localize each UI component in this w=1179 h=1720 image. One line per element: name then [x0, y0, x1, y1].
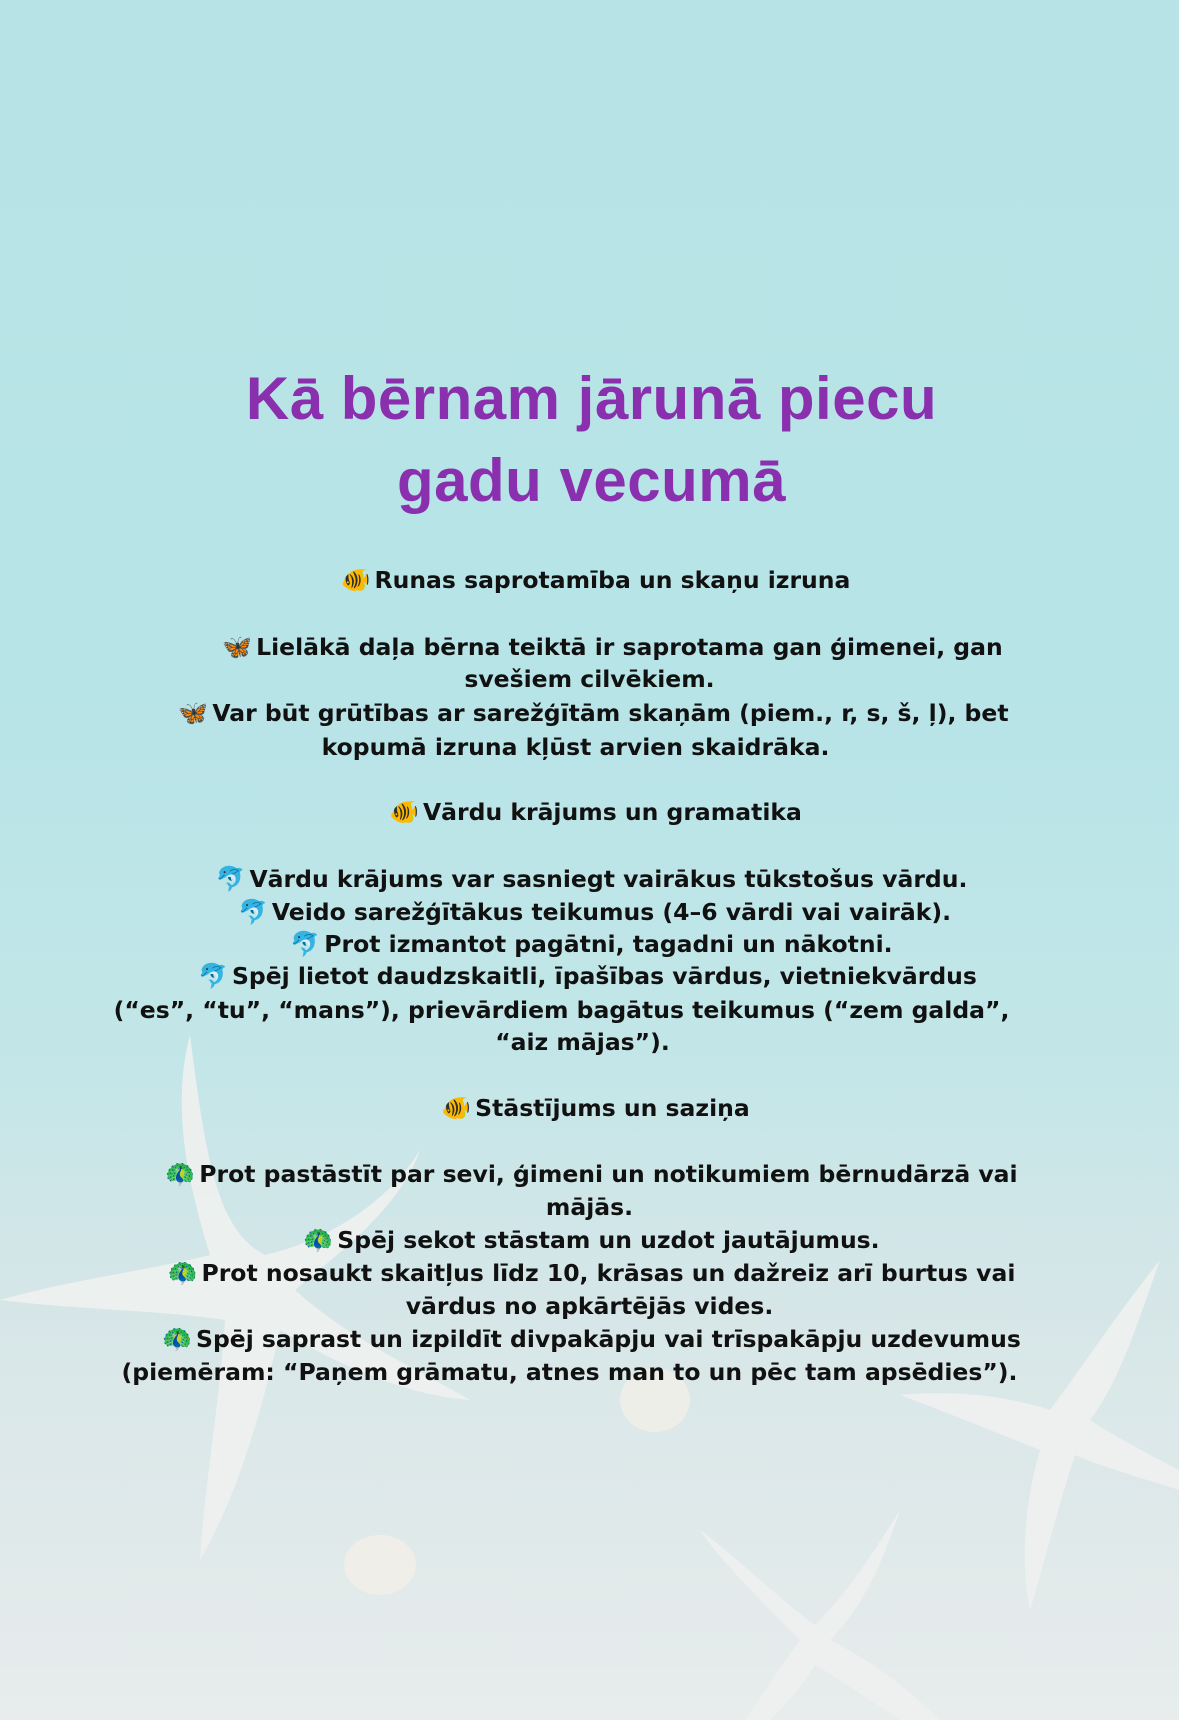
- list-item-continuation: vārdus no apkārtējās vides.: [405, 1292, 774, 1320]
- section-heading-2: 🐠 Vārdu krājums un gramatika: [389, 798, 802, 826]
- list-item: 🐬 Spēj lietot daudzskaitli, īpašības vārdus, vietniekvārdus: [198, 962, 977, 990]
- butterfly-icon: 🦋: [222, 633, 253, 661]
- peacock-icon: 🦚: [162, 1325, 193, 1353]
- tropical-fish-icon: 🐠: [389, 798, 419, 826]
- dolphin-icon: 🐬: [198, 962, 228, 990]
- list-item: 🐬 Vārdu krājums var sasniegt vairākus tūkstošus vārdu.: [215, 865, 968, 893]
- list-item: 🐬 Prot izmantot pagātni, tagadni un nākotni.: [290, 930, 893, 958]
- peacock-icon: 🦚: [167, 1259, 198, 1287]
- list-item: 🦚 Spēj saprast un izpildīt divpakāpju vai trīspakāpju uzdevumus: [162, 1325, 1021, 1353]
- list-item: 🦋 Lielākā daļa bērna teiktā ir saprotama gan ģimenei, gan: [222, 633, 1003, 661]
- shell-bottom-left: [344, 1535, 416, 1595]
- peacock-icon: 🦚: [303, 1226, 334, 1254]
- list-item-continuation: svešiem cilvēkiem.: [464, 665, 715, 693]
- peacock-icon: 🦚: [165, 1160, 196, 1188]
- list-item: 🦚 Prot pastāstīt par sevi, ģimeni un notikumiem bērnudārzā vai: [165, 1160, 1018, 1188]
- list-item-continuation: kopumā izruna kļūst arvien skaidrāka.: [321, 733, 830, 761]
- title-line-2: gadu vecumā: [397, 447, 786, 514]
- dolphin-icon: 🐬: [237, 898, 268, 926]
- list-item: 🐬 Veido sarežģītākus teikumus (4–6 vārdi vai vairāk).: [237, 898, 952, 926]
- list-item-continuation: mājās.: [545, 1193, 634, 1221]
- list-item: 🦚 Spēj sekot stāstam un uzdot jautājumus.: [303, 1226, 880, 1254]
- section-heading-3: 🐠 Stāstījums un saziņa: [441, 1094, 750, 1122]
- section-heading-1: 🐠 Runas saprotamība un skaņu izruna: [340, 566, 851, 594]
- tropical-fish-icon: 🐠: [441, 1094, 472, 1122]
- list-item-continuation: “aiz mājas”).: [495, 1028, 670, 1056]
- list-item: 🦚 Prot nosaukt skaitļus līdz 10, krāsas un dažreiz arī burtus vai: [167, 1259, 1016, 1287]
- dolphin-icon: 🐬: [215, 865, 246, 893]
- tropical-fish-icon: 🐠: [340, 566, 371, 594]
- list-item-continuation: (piemēram: “Paņem grāmatu, atnes man to un pēc tam apsēdies”).: [121, 1358, 1018, 1386]
- list-item: 🦋 Var būt grūtības ar sarežģītām skaņām (piem., r, s, š, ļ), bet: [178, 699, 1009, 727]
- list-item-continuation: (“es”, “tu”, “mans”), prievārdiem bagātus teikumus (“zem galda”,: [113, 996, 1010, 1024]
- page-title: [0, 358, 1179, 522]
- title-line-1: Kā bērnam jārunā piecu: [245, 365, 938, 432]
- butterfly-icon: 🦋: [178, 699, 209, 727]
- dolphin-icon: 🐬: [290, 930, 321, 958]
